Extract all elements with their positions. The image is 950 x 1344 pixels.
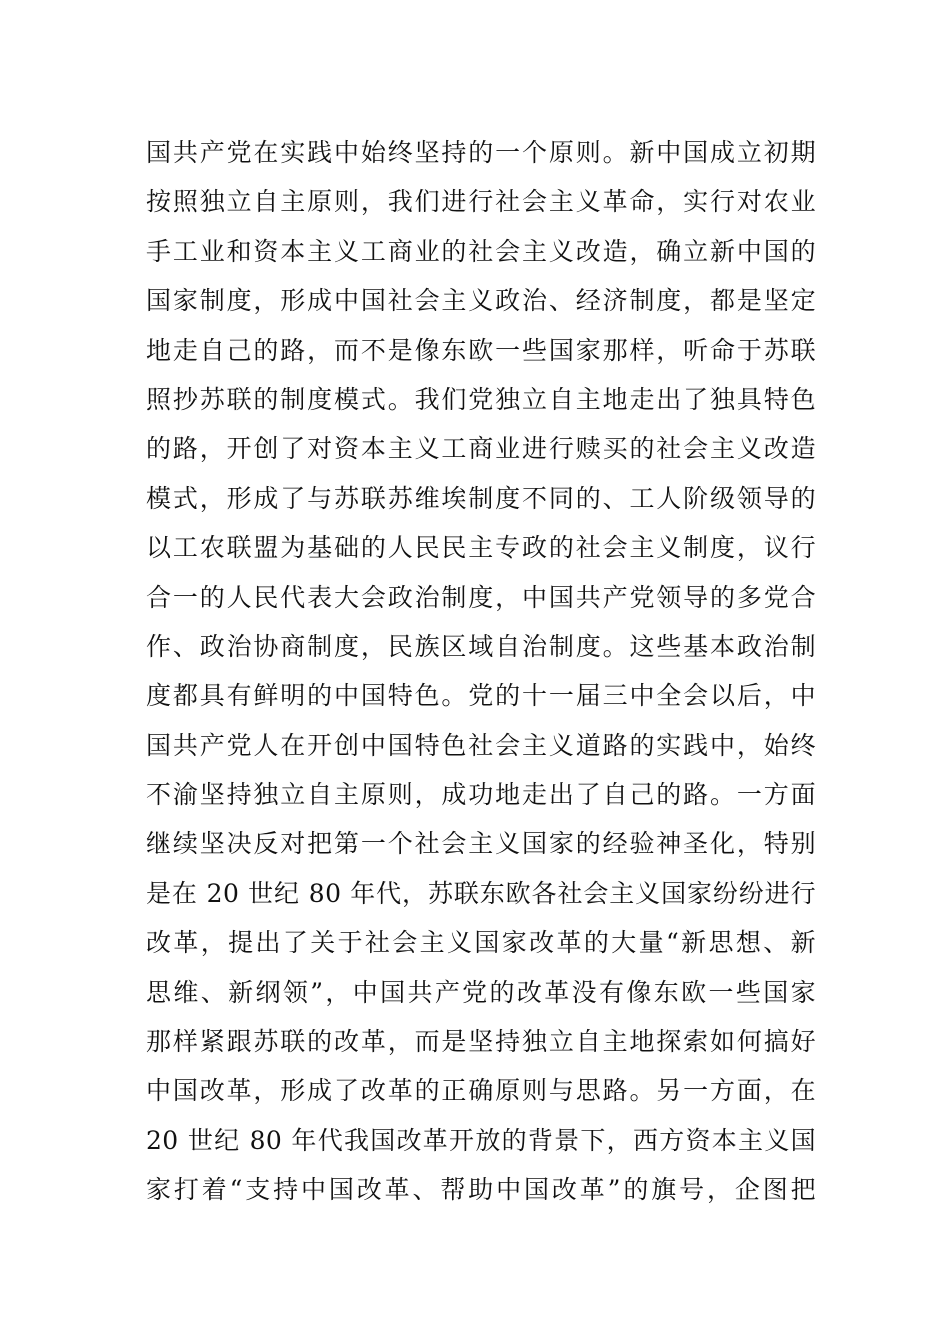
text-line: 以工农联盟为基础的人民民主专政的社会主义制度，议行	[146, 533, 816, 563]
text-line: 国共产党在实践中始终坚持的一个原则。新中国成立初期	[146, 138, 816, 167]
text-line: 按照独立自主原则，我们进行社会主义革命，实行对农业	[146, 187, 816, 217]
text-line: 手工业和资本主义工商业的社会主义改造，确立新中国的	[146, 236, 816, 266]
text-line: 国家制度，形成中国社会主义政治、经济制度，都是坚定	[146, 286, 816, 316]
text-line: 改革，提出了关于社会主义国家改革的大量“新思想、新	[146, 928, 816, 958]
text-line: 的路，开创了对资本主义工商业进行赎买的社会主义改造	[146, 434, 816, 464]
text-line: 继续坚决反对把第一个社会主义国家的经验神圣化，特别	[146, 829, 816, 859]
text-line: 作、政治协商制度，民族区域自治制度。这些基本政治制	[146, 631, 816, 661]
text-line: 中国改革，形成了改革的正确原则与思路。另一方面，在	[146, 1076, 816, 1106]
text-line: 20 世纪 80 年代我国改革开放的背景下，西方资本主义国	[146, 1125, 816, 1155]
body-text	[146, 128, 816, 1215]
text-line: 是在 20 世纪 80 年代，苏联东欧各社会主义国家纷纷进行	[146, 878, 816, 908]
text-line: 国共产党人在开创中国特色社会主义道路的实践中，始终	[146, 730, 816, 760]
text-line: 家打着“支持中国改革、帮助中国改革”的旗号，企图把	[146, 1175, 816, 1205]
text-line: 度都具有鲜明的中国特色。党的十一届三中全会以后，中	[146, 681, 816, 711]
text-line: 模式，形成了与苏联苏维埃制度不同的、工人阶级领导的	[146, 483, 816, 513]
text-line: 合一的人民代表大会政治制度，中国共产党领导的多党合	[146, 582, 816, 612]
text-line: 不渝坚持独立自主原则，成功地走出了自己的路。一方面	[146, 780, 816, 810]
text-line: 照抄苏联的制度模式。我们党独立自主地走出了独具特色	[146, 384, 816, 414]
text-line: 地走自己的路，而不是像东欧一些国家那样，听命于苏联	[146, 335, 816, 365]
text-line: 思维、新纲领”，中国共产党的改革没有像东欧一些国家	[146, 977, 816, 1007]
text-line: 那样紧跟苏联的改革，而是坚持独立自主地探索如何搞好	[146, 1027, 816, 1057]
